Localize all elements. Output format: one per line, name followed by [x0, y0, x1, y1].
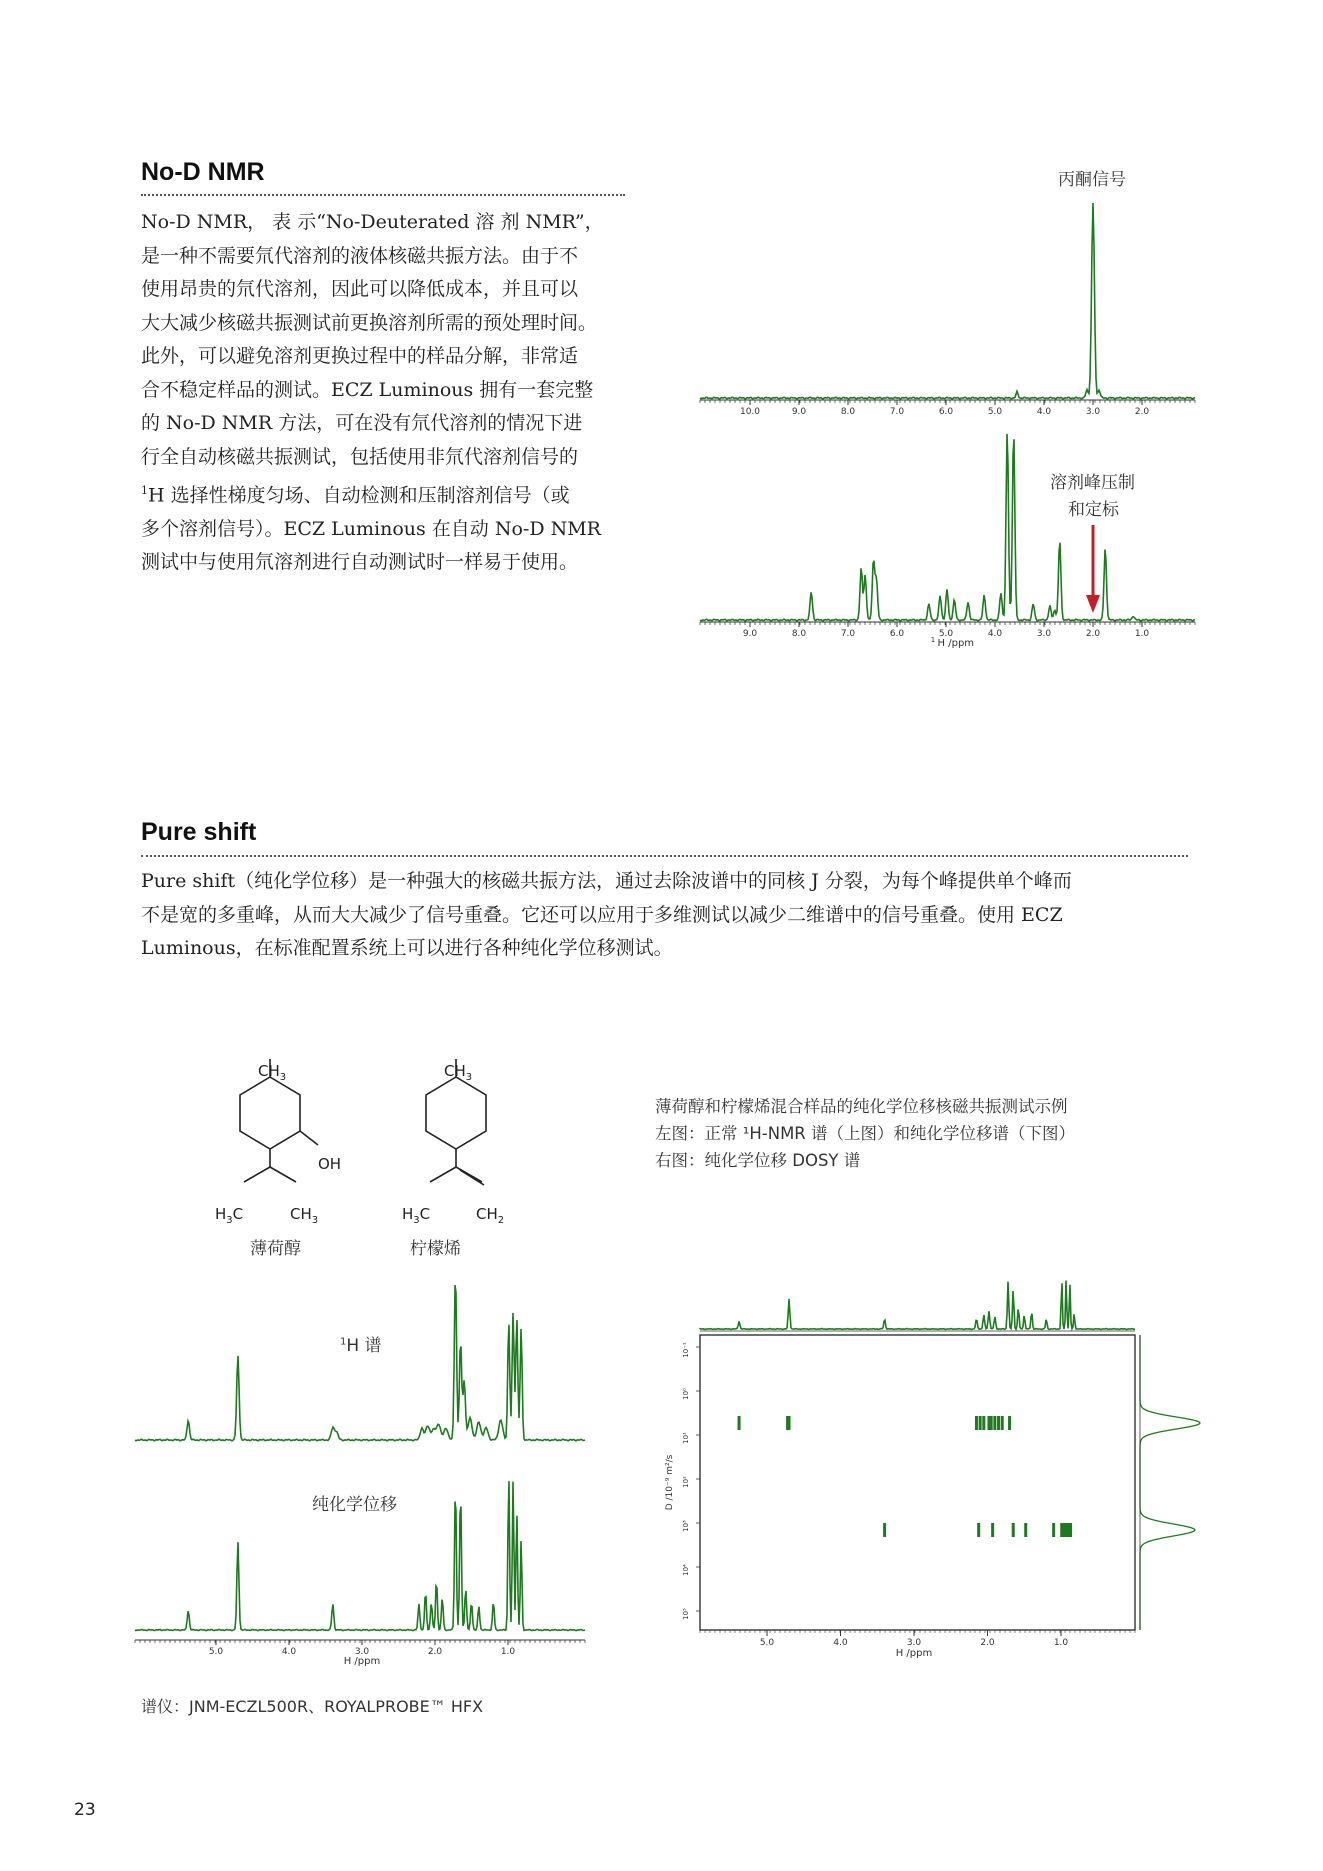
- axis-tick-label: 5.0: [759, 1638, 775, 1648]
- axis-tick-label: 5.0: [938, 629, 954, 639]
- axis-tick-label: 2.0: [1085, 629, 1101, 639]
- axis-tick-label: 10⁵: [682, 1608, 690, 1620]
- para-line: 多个溶剂信号）。ECZ Luminous 在自动 No-D NMR: [141, 517, 601, 540]
- axis-title: H /ppm: [937, 638, 975, 649]
- dosy-y-title: D /10⁻⁹ m²/s: [665, 1454, 675, 1511]
- cross-peak: [993, 1416, 996, 1430]
- menthol-oh-label: OH: [318, 1155, 342, 1173]
- cross-peak: [883, 1523, 886, 1537]
- axis-tick-label: 6.0: [889, 629, 905, 639]
- nod-spectra-chart: [700, 195, 1200, 655]
- axis-tick-label: 9.0: [742, 629, 758, 639]
- limonene-ch3-label: $CH_3$: [444, 1062, 473, 1083]
- cross-peak: [975, 1416, 978, 1430]
- h-spectrum-label: $^1$H 谱: [340, 1336, 382, 1356]
- axis-tick-label: 8.0: [840, 407, 856, 417]
- para-line: 不是宽的多重峰，从而大大减少了信号重叠。它还可以应用于多维测试以减少二维谱中的信号重叠。使用 ECZ: [141, 903, 1063, 926]
- axis-title: H /ppm: [343, 1656, 381, 1667]
- axis-tick-label: 10⁻¹: [682, 1342, 690, 1358]
- nod-top-spectrum: [700, 203, 1195, 417]
- cross-peak: [1052, 1523, 1055, 1537]
- axis-tick-label: 7.0: [840, 629, 856, 639]
- menthol-h3c-label: $H_3C$: [215, 1205, 244, 1226]
- pure-shift-label: 纯化学位移: [312, 1495, 397, 1515]
- axis-tick-label: 10.0: [739, 407, 761, 417]
- pure-shift-1d-chart: [135, 1260, 595, 1667]
- caption-line: 右图：纯化学位移 DOSY 谱: [655, 1151, 861, 1170]
- pure-shift-trace: [135, 1481, 585, 1631]
- axis-tick-label: 1.0: [1053, 1638, 1069, 1648]
- cross-peak: [979, 1416, 982, 1430]
- axis-tick-label: 10³: [682, 1520, 690, 1532]
- section-divider: [141, 194, 625, 196]
- axis-tick-label: 9.0: [791, 407, 807, 417]
- cross-peak: [788, 1416, 791, 1430]
- suppress-label-2: 和定标: [1068, 500, 1119, 520]
- para-line: [141, 474, 629, 513]
- axis-tick-label: 7.0: [889, 407, 905, 417]
- dosy-projection-trace: [700, 1281, 1135, 1330]
- axis-tick-label: 5.0: [208, 1647, 224, 1657]
- cross-peak: [982, 1416, 985, 1430]
- cross-peak: [977, 1523, 980, 1537]
- para-line-text: H 选择性梯度匀场、自动检测和压制溶剂信号（或: [148, 484, 570, 507]
- para-line: Pure shift（纯化学位移）是一种强大的核磁共振方法，通过去除波谱中的同核 J 分裂，为每个峰提供单个峰而: [141, 870, 1072, 892]
- cross-peak: [990, 1416, 993, 1430]
- cross-peak: [1012, 1523, 1015, 1537]
- axis-tick-label: 3.0: [1085, 407, 1101, 417]
- nod-paragraph: [141, 206, 629, 580]
- para-line: Luminous，在标准配置系统上可以进行各种纯化学位移测试。: [141, 937, 673, 959]
- axis-tick-label: 4.0: [833, 1638, 848, 1648]
- dosy-frame: [700, 1335, 1135, 1630]
- axis-tick-label: 4.0: [1036, 407, 1052, 417]
- limonene-h3c-label: $H_3C$: [402, 1205, 431, 1226]
- diffusion-projection-trace: [1140, 1335, 1200, 1630]
- section-title-nod: No-D NMR: [141, 158, 265, 186]
- axis-tick-label: 1.0: [500, 1647, 516, 1657]
- axis-tick-label: 10⁰: [682, 1388, 690, 1400]
- axis-tick-label: 10⁴: [682, 1564, 690, 1576]
- axis-tick-label: 10²: [682, 1476, 690, 1488]
- para-line: 合不稳定样品的测试。ECZ Luminous 拥有一套完整: [141, 378, 594, 401]
- cross-peak: [991, 1523, 994, 1537]
- suppressed-spectrum-trace: [700, 434, 1195, 621]
- dosy-plot: [665, 1281, 1200, 1660]
- axis-tick-label: 4.0: [987, 629, 1003, 639]
- para-line: No-D NMR， 表 示“No-Deuterated 溶 剂 NMR”，: [141, 211, 604, 233]
- suppression-arrow-head: [1086, 595, 1100, 613]
- section-title-pure: Pure shift: [141, 818, 257, 846]
- axis-tick-label: 3.0: [906, 1638, 922, 1648]
- para-line: 的 No-D NMR 方法，可在没有氘代溶剂的情况下进: [141, 412, 583, 434]
- dosy-chart: [660, 1285, 1230, 1660]
- acetone-spectrum-trace: [700, 203, 1195, 399]
- axis-tick-label: 1.0: [1134, 629, 1150, 639]
- h-nmr-trace: [135, 1285, 585, 1441]
- caption-line: 左图：正常 ¹H-NMR 谱（上图）和纯化学位移谱（下图）: [655, 1124, 1076, 1143]
- menthol-ch3-label-2: $CH_3$: [290, 1205, 319, 1226]
- para-line: 测试中与使用氘溶剂进行自动测试时一样易于使用。: [141, 551, 579, 574]
- axis-tick-label: 4.0: [281, 1647, 297, 1657]
- axis-tick-label: 2.0: [980, 1638, 995, 1648]
- top-x-axis: [700, 400, 1195, 403]
- cross-peak: [738, 1416, 741, 1430]
- para-line: 行全自动核磁共振测试，包括使用非氘代溶剂信号的: [141, 445, 579, 468]
- cross-peak: [1008, 1416, 1011, 1430]
- page-number: 23: [74, 1800, 96, 1820]
- axis-tick-label: 3.0: [354, 1647, 370, 1657]
- axis-tick-label: 2.0: [427, 1647, 443, 1657]
- axis-tick-label: 5.0: [987, 407, 1003, 417]
- axis-tick-label: 2.0: [1134, 407, 1150, 417]
- cross-peak: [1001, 1416, 1004, 1430]
- limonene-name: 柠檬烯: [410, 1239, 461, 1259]
- superscript: 1: [141, 484, 148, 497]
- acetone-label: 丙酮信号: [1058, 170, 1126, 190]
- caption-line: 薄荷醇和柠檬烯混合样品的纯化学位移核磁共振测试示例: [655, 1097, 1068, 1116]
- pure-paragraph: [141, 865, 1191, 966]
- instrument-note: 谱仪：JNM-ECZL500R、ROYALPROBE™ HFX: [141, 1697, 484, 1716]
- limonene-ch2-label: $CH_2$: [476, 1205, 505, 1226]
- cross-peak: [1069, 1523, 1072, 1537]
- para-line: 此外，可以避免溶剂更换过程中的样品分解，非常适: [141, 345, 579, 367]
- para-line: 大大减少核磁共振测试前更换溶剂所需的预处理时间。: [141, 311, 598, 334]
- axis-tick-label: 6.0: [938, 407, 954, 417]
- figure-caption: [655, 1093, 1075, 1174]
- axis-tick-label: 8.0: [791, 629, 807, 639]
- menthol-name: 薄荷醇: [250, 1239, 301, 1259]
- menthol-ch3-label: $CH_3$: [258, 1062, 287, 1083]
- bottom-x-axis: [700, 622, 1195, 625]
- cross-peak: [1024, 1523, 1027, 1537]
- axis-title-sup: 1: [930, 636, 936, 644]
- axis-tick-label: 10¹: [682, 1432, 690, 1444]
- section-divider: [141, 855, 1188, 857]
- suppress-label-1: 溶剂峰压制: [1050, 473, 1135, 493]
- para-line: 使用昂贵的氘代溶剂，因此可以降低成本，并且可以: [141, 278, 579, 300]
- axis-title: H /ppm: [895, 1648, 933, 1659]
- cross-peak: [997, 1416, 1000, 1430]
- nod-bottom-spectrum: [700, 434, 1195, 649]
- left-spectra: [135, 1285, 585, 1667]
- axis-tick-label: 3.0: [1036, 629, 1052, 639]
- para-line: 是一种不需要氘代溶剂的液体核磁共振方法。由于不: [141, 244, 579, 267]
- left-x-axis: [135, 1640, 585, 1643]
